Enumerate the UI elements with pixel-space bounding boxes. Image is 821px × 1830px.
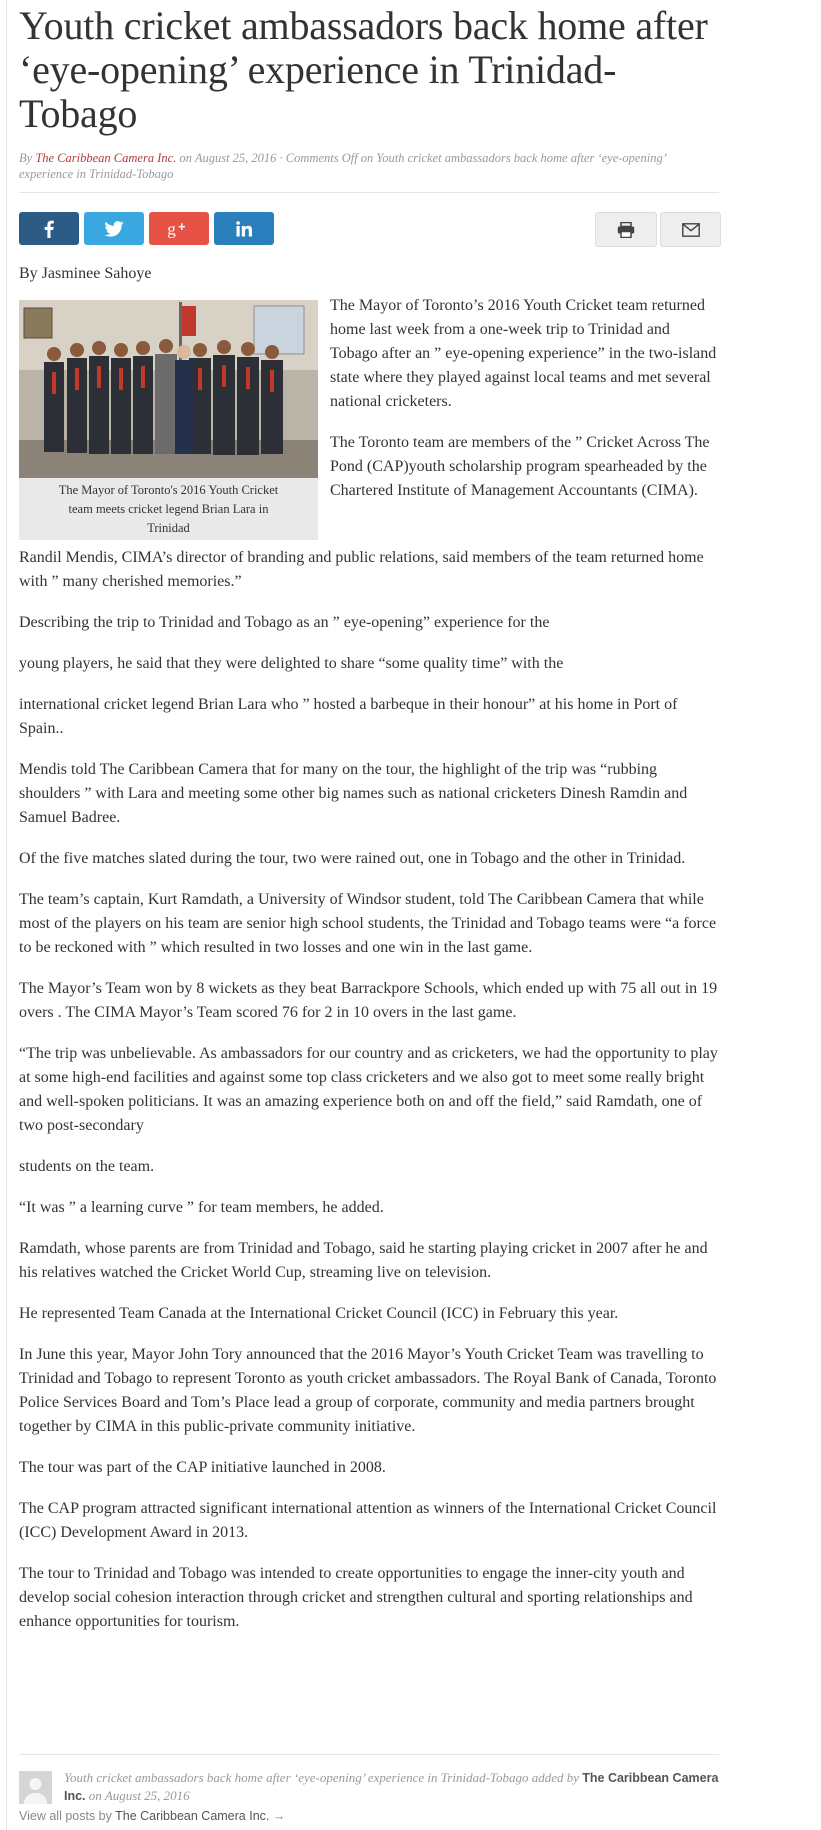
post-title-reference: Youth cricket ambassadors back home after ‘eye-opening’ experience in Trinidad-Tobago — [64, 1770, 529, 1785]
avatar — [19, 1771, 52, 1804]
comments-status: Comments Off on Youth cricket ambassadors back home after ‘eye-opening’ experience in Trinidad-Tobago — [19, 151, 666, 181]
meta-on: on — [179, 151, 192, 165]
google-plus-icon — [167, 220, 191, 238]
article-paragraph: Describing the trip to Trinidad and Tobago as an ” eye-opening” experience for the — [19, 614, 550, 631]
article-paragraph: The Toronto team are members of the ” Cricket Across The Pond (CAP)youth scholarship program spearheaded by the Chartered Institute of Management Accountants (CIMA). — [330, 434, 710, 499]
article-paragraph: The Mayor of Toronto’s 2016 Youth Cricket team returned home last week from a one-week trip to Trinidad and Tobago after an ” eye-opening experience” in the two-island state where they played against local teams and met several national cricketers. — [330, 297, 717, 410]
facebook-share-button[interactable] — [19, 212, 79, 245]
twitter-share-button[interactable] — [84, 212, 144, 245]
print-button[interactable] — [595, 212, 657, 247]
author-link[interactable]: The Caribbean Camera Inc. — [35, 151, 177, 165]
author-attribution — [64, 1769, 719, 1805]
author-box-date: August 25, 2016 — [104, 1788, 190, 1803]
article-paragraph: He represented Team Canada at the International Cricket Council (ICC) in February this year. — [19, 1305, 619, 1322]
article-paragraph: The tour to Trinidad and Tobago was intended to create opportunities to engage the inner-city youth and develop social cohesion interaction through cricket and strengthen cultural and sporting relationships and enhance opportunities for tourism. — [19, 1565, 693, 1630]
added-by-label: added by — [531, 1770, 579, 1785]
team-photo — [19, 300, 318, 478]
left-border — [6, 0, 7, 1830]
author-name[interactable]: The Caribbean Camera Inc. — [64, 1771, 719, 1803]
article-body — [19, 284, 719, 1634]
article-paragraph: students on the team. — [19, 1158, 155, 1175]
on-label: on — [88, 1788, 102, 1803]
article-paragraph: The tour was part of the CAP initiative launched in 2008. — [19, 1459, 386, 1476]
article-paragraph: Randil Mendis, CIMA’s director of branding and public relations, said members of the team returned home with ” many cherished memories.” — [19, 549, 704, 590]
email-button[interactable] — [660, 212, 721, 247]
article-paragraph: Ramdath, whose parents are from Trinidad and Tobago, said he starting playing cricket in 2007 after he and his relatives watched the Cricket World Cup, streaming live on television. — [19, 1240, 708, 1281]
figure-caption: The Mayor of Toronto's 2016 Youth Cricket team meets cricket legend Brian Lara in Trinidad — [58, 483, 279, 535]
article-paragraph: “It was ” a learning curve ” for team members, he added. — [19, 1199, 384, 1216]
facebook-icon — [44, 220, 54, 238]
article-figure — [19, 300, 318, 540]
meta-by: By — [19, 151, 33, 165]
article-paragraph: Of the five matches slated during the tour, two were rained out, one in Tobago and the other in Trinidad. — [19, 850, 686, 867]
article-paragraph: The CAP program attracted significant international attention as winners of the International Cricket Council (ICC) Development Award in 2013. — [19, 1500, 717, 1541]
post-meta — [19, 150, 719, 193]
linkedin-icon — [236, 221, 252, 237]
svg-text:+: + — [178, 219, 186, 234]
arrow-right-icon: → — [272, 1809, 286, 1823]
print-icon — [617, 222, 635, 238]
article — [19, 0, 719, 1651]
linkedin-share-button[interactable] — [214, 212, 274, 245]
view-all-prefix: View all posts by — [19, 1809, 112, 1823]
article-byline: By Jasminee Sahoye — [19, 265, 152, 282]
article-paragraph: The Mayor’s Team won by 8 wickets as they beat Barrackpore Schools, which ended up with 75 all out in 19 overs . The CIMA Mayor’s Team scored 76 for 2 in 10 overs in the last game. — [19, 980, 718, 1021]
twitter-icon — [104, 221, 124, 237]
user-icon — [19, 1771, 52, 1804]
post-date: August 25, 2016 — [194, 151, 277, 165]
article-paragraph: In June this year, Mayor John Tory announced that the 2016 Mayor’s Youth Cricket Team was travelling to Trinidad and Tobago to represent Toronto as youth cricket ambassadors. The Royal Bank of Canada, Toronto Police Services Board and Tom’s Place lead a group of corporate, community and media partners brought together by CIMA in this public-private community initiative. — [19, 1346, 717, 1435]
author-box — [19, 1754, 719, 1823]
article-title: Youth cricket ambassadors back home after ‘eye-opening’ experience in Trinidad-Tobago — [19, 3, 708, 136]
view-all-posts-link[interactable] — [19, 1809, 719, 1823]
google-plus-share-button[interactable] — [149, 212, 209, 245]
view-all-author: The Caribbean Camera Inc. — [115, 1809, 270, 1823]
article-paragraph: The team’s captain, Kurt Ramdath, a University of Windsor student, told The Caribbean Camera that while most of the players on his team are senior high school students, the Trinidad and Tobago teams were “a force to be reckoned with ” which resulted in two losses and one win in the last game. — [19, 891, 717, 956]
meta-separator: · — [279, 151, 283, 165]
envelope-icon — [682, 223, 700, 237]
article-paragraph: international cricket legend Brian Lara who ” hosted a barbeque in their honour” at his home in Port of Spain.. — [19, 696, 678, 737]
share-buttons — [19, 212, 719, 246]
article-paragraph: young players, he said that they were delighted to share “some quality time” with the — [19, 655, 564, 672]
svg-text:g: g — [167, 219, 176, 238]
article-paragraph: Mendis told The Caribbean Camera that for many on the tour, the highlight of the trip was “rubbing shoulders ” with Lara and meeting some other big names such as national cricketers Dinesh Ramdin and Samuel Badree. — [19, 761, 688, 826]
article-paragraph: “The trip was unbelievable. As ambassadors for our country and as cricketers, we had the opportunity to play at some high-end facilities and against some top class cricketers and we also got to meet some really bright and well-spoken politicians. It was an amazing experience both on and off the field,” said Ramdath, one of two post-secondary — [19, 1045, 718, 1134]
